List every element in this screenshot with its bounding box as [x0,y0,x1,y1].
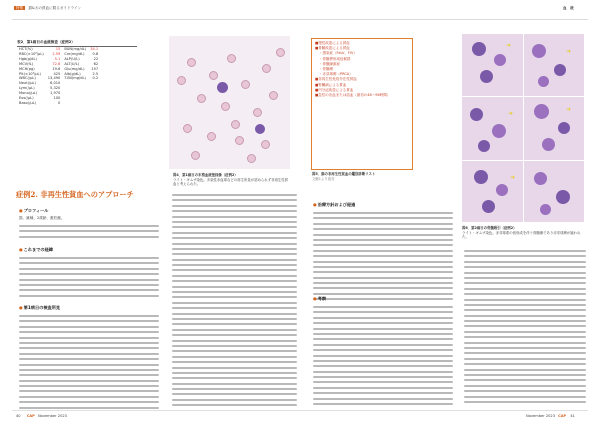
lab-value: 0.8 [92,51,99,56]
lab-value: 62 [93,61,99,66]
header-title: 猫&犬の貧血に勝るガイドライン [28,6,82,10]
lab-name: MCV(fL) [19,61,34,66]
section-title: 症例2. 非再生性貧血へのアプローチ [16,190,134,199]
differential-item: ■非再生性免疫介在性貧血 [315,77,357,82]
lab-value: 19.6 [52,66,61,71]
lab-name: BUN(mg/dL) [64,47,87,51]
differential-list [312,39,412,100]
fig5-source: 文献1より改変 [312,176,335,181]
footer-divider [12,410,588,411]
lab-value: 22 [93,56,99,61]
lab-value: 5,320 [50,86,61,91]
differential-item: ■内分泌疾患による貧血 [315,87,354,92]
lab-value: 5.1 [54,56,61,61]
footer-right [526,414,575,419]
lab-name: HCT(%) [19,47,33,51]
brand-logo-right: CAP [558,414,567,418]
lab-value [88,101,100,106]
differential-item: ・赤芽球癆（PRCA） [319,72,353,77]
fig6-label: 図6．第2病日の骨髄吸引（症例2） [462,226,517,230]
lab-name: Alb(g/dL) [64,71,81,76]
lab-table [17,47,100,106]
differential-item: ■腎臓病による貧血 [315,82,347,87]
fig6-caption: ライト・ギムザ染色。赤芽球系の低形成を伴う骨髄像であり赤芽球癆が疑われた。 [462,230,581,240]
lab-value: 425 [53,71,61,76]
page-number-right: 41 [570,414,575,418]
differential-item: ■骨髄疾患による貧血 [315,46,350,51]
subhead-discussion: ● 考察 [313,296,326,302]
lab-name: Eos(/μL) [19,96,34,101]
lab-table-title: 表2．第1病日の血液検査（症例2） [17,40,75,44]
fig4-label: 図4．第1病日の末梢血液塗抹像（症例2） [173,173,238,177]
header-tag: 特集 [16,6,24,10]
header-left [14,6,81,11]
lab-name [62,101,88,106]
differential-item: ・骨髄異形成症候群 [319,56,351,61]
differential-item: ・骨髄線維症 [319,61,340,66]
lab-name: Cre(mg/dL) [64,51,85,56]
header-divider [12,19,588,20]
subhead-exam: ● 第1病日の検査所見 [19,305,60,311]
lab-value: 72.6 [52,61,61,66]
subhead-treatment: ● 治療方針および経過 [313,202,355,208]
fig5-caption-block [312,172,412,181]
issue-left: November 2023 [37,414,67,418]
lab-name: ALP(U/L) [64,56,80,61]
lab-value: 2.59 [52,51,61,56]
lab-value: 34.1 [90,47,99,51]
differential-item: ・骨髄癆 [319,67,333,72]
lab-name: Glu(mg/dL) [64,66,85,71]
lab-value: 2.5 [92,71,99,76]
lab-name: ALT(U/L) [64,61,80,66]
lab-value: 157 [91,66,99,71]
brand-logo-left: CAP [26,414,35,418]
lab-name: MCH(pg) [19,66,35,71]
profile-text: 猫、雑種、2歳齢、避妊雌。 [19,216,65,220]
subhead-profile: ● プロフィール [19,208,48,214]
differential-item: ・感染症（FeLV、FIV） [319,51,357,56]
blood-smear-image [169,36,290,169]
differential-list-box [311,38,413,170]
fig4-caption-block [173,173,290,187]
lab-value: 1,970 [50,91,61,96]
lab-name: Lym(/μL) [19,86,35,91]
lab-value: 100 [53,96,61,101]
lab-name: Baso(/μL) [19,100,37,105]
differential-item: ■慢性疾患による貧血 [315,41,350,45]
fig6-caption-block [462,226,586,240]
lab-name: RBC(×10⁶/μL) [19,51,44,56]
lab-table-row [17,101,100,106]
lab-value: 6,010 [50,81,61,86]
differential-item: ■急性の出血または溶血（最初の48〜96時間） [315,93,391,98]
fig4-caption: ライト・ギムザ染色。多染性赤血球などの再生所見が認められず非再生性貧血と考えられた。 [173,177,289,187]
lab-value: 0 [58,100,61,105]
lab-value: 0.2 [92,76,99,81]
lab-name: Plt(×10³/μL) [19,71,41,76]
lab-name: Mono(/μL) [19,91,38,96]
header-right-tag: 血 液 [563,6,574,10]
page-number-left: 40 [16,414,21,418]
footer-left [16,414,67,419]
lab-value: 15 [55,47,61,51]
bone-marrow-image: ➜ ➜ ➜ ➜ ➜ [462,34,584,222]
issue-right: November 2023 [526,414,555,418]
lab-name: T-Bil(mg/dL) [64,76,86,81]
lab-value: 13,490 [47,76,61,81]
lab-name: WBC(/μL) [19,76,36,81]
lab-table-block [17,40,137,106]
subhead-history: ● これまでの経緯 [19,247,53,253]
lab-name: Neut(/μL) [19,81,36,86]
fig5-label: 図5．猫の非再生性貧血の鑑別診断リスト [312,172,376,176]
lab-name: Hgb(g/dL) [19,56,37,61]
